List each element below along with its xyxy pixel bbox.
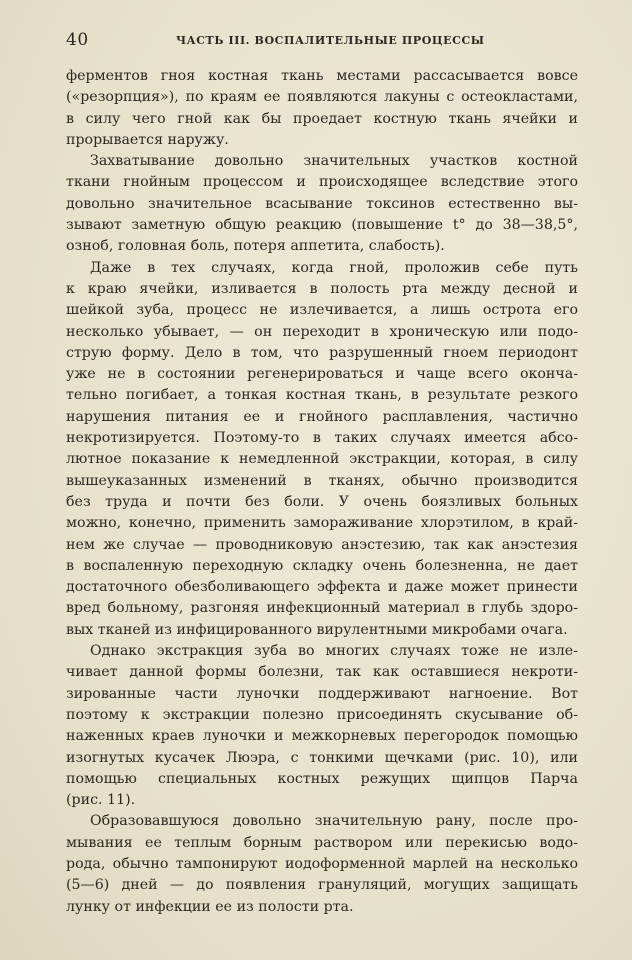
text-line: Захватывание довольно значительных участков костной: [90, 153, 578, 170]
paragraph: [66, 641, 578, 811]
text-line: помощью специальных костных режущих щипцов Парча: [66, 770, 578, 787]
text-line: несколько убывает, — он переходит в хроническую или подо-: [66, 323, 578, 340]
text-line: лютное показание к немедленной экстракции, которая, в силу: [66, 451, 578, 468]
text-line: Даже в тех случаях, когда гной, проложив себе путь: [90, 259, 578, 276]
text-line: прорывается наружу.: [66, 131, 229, 148]
running-title: ЧАСТЬ III. ВОСПАЛИТЕЛЬНЫЕ ПРОЦЕССЫ: [176, 34, 485, 47]
text-line: шейкой зуба, процесс не излечивается, а лишь острота его: [66, 302, 578, 319]
page-number: 40: [66, 30, 89, 50]
text-line: достаточного обезболивающего эффекта и даже может принести: [66, 579, 578, 596]
text-line: поэтому к экстракции полезно присоединять скусывание об-: [66, 706, 578, 723]
text-line: некротизируется. Поэтому-то в таких случаях имеется абсо-: [66, 430, 578, 447]
body-text: [66, 66, 578, 918]
paragraph: [66, 66, 578, 151]
text-line: уже не в состоянии регенерироваться и чаще всего оконча-: [66, 366, 578, 383]
text-line: (рис. 11).: [66, 792, 136, 809]
text-line: вых тканей из инфицированного вирулентными микробами очага.: [66, 621, 568, 638]
text-line: лунку от инфекции ее из полости рта.: [66, 898, 354, 915]
text-line: Однако экстракция зуба во многих случаях тоже не изле-: [90, 643, 578, 660]
paragraph: [66, 258, 578, 641]
paragraph: [66, 811, 578, 917]
text-line: изогнутых кусачек Люэра, с тонкими щечками (рис. 10), или: [66, 749, 578, 766]
text-line: ферментов гноя костная ткань местами рассасывается вовсе: [66, 68, 578, 84]
text-line: Образовавшуюся довольно значительную рану, после про-: [90, 813, 578, 830]
text-line: рода, обычно тампонируют иодоформенной марлей на несколько: [66, 855, 578, 872]
text-line: в воспаленную переходную складку очень болезненна, не дает: [66, 557, 578, 574]
text-line: без труда и почти без боли. У очень боязливых больных: [66, 493, 578, 510]
text-line: довольно значительное всасывание токсинов естественно вы-: [66, 195, 578, 212]
text-line: в силу чего гной как бы проедает костную ткань ячейки и: [66, 110, 578, 127]
text-line: тельно погибает, а тонкая костная ткань, в результате резкого: [66, 387, 578, 404]
text-line: зывают заметную общую реакцию (повышение t° до 38—38,5°,: [66, 217, 578, 234]
page-header: [66, 30, 578, 52]
paragraph: [66, 151, 578, 257]
text-line: (5—6) дней — до появления грануляций, могущих защищать: [66, 877, 578, 894]
text-line: нарушения питания ее и гнойного расплавления, частично: [66, 408, 578, 425]
text-line: зированные части луночки поддерживают нагноение. Вот: [66, 685, 578, 702]
text-line: чивает данной формы болезни, так как оставшиеся некроти-: [66, 664, 578, 681]
text-line: наженных краев луночки и межкорневых перегородок помощью: [66, 728, 578, 745]
text-line: вред больному, разгоняя инфекционный материал в глубь здоро-: [66, 600, 578, 617]
text-line: мывания ее теплым борным раствором или перекисью водо-: [66, 834, 578, 851]
text-line: нем же случае — проводниковую анэстезию, так как анэстезия: [66, 536, 578, 553]
text-line: вышеуказанных изменений в тканях, обычно производится: [66, 472, 578, 489]
text-line: струю форму. Дело в том, что разрушенный гноем периодонт: [66, 344, 578, 361]
text-line: можно, конечно, применить замораживание хлорэтилом, в край-: [66, 515, 578, 532]
text-line: ткани гнойным процессом и происходящее вследствие этого: [66, 174, 578, 191]
text-line: озноб, головная боль, потеря аппетита, слабость).: [66, 238, 445, 255]
text-line: к краю ячейки, изливается в полость рта между десной и: [66, 280, 578, 297]
text-line: («резорпция»), по краям ее появляются лакуны с остеокластами,: [66, 89, 578, 106]
